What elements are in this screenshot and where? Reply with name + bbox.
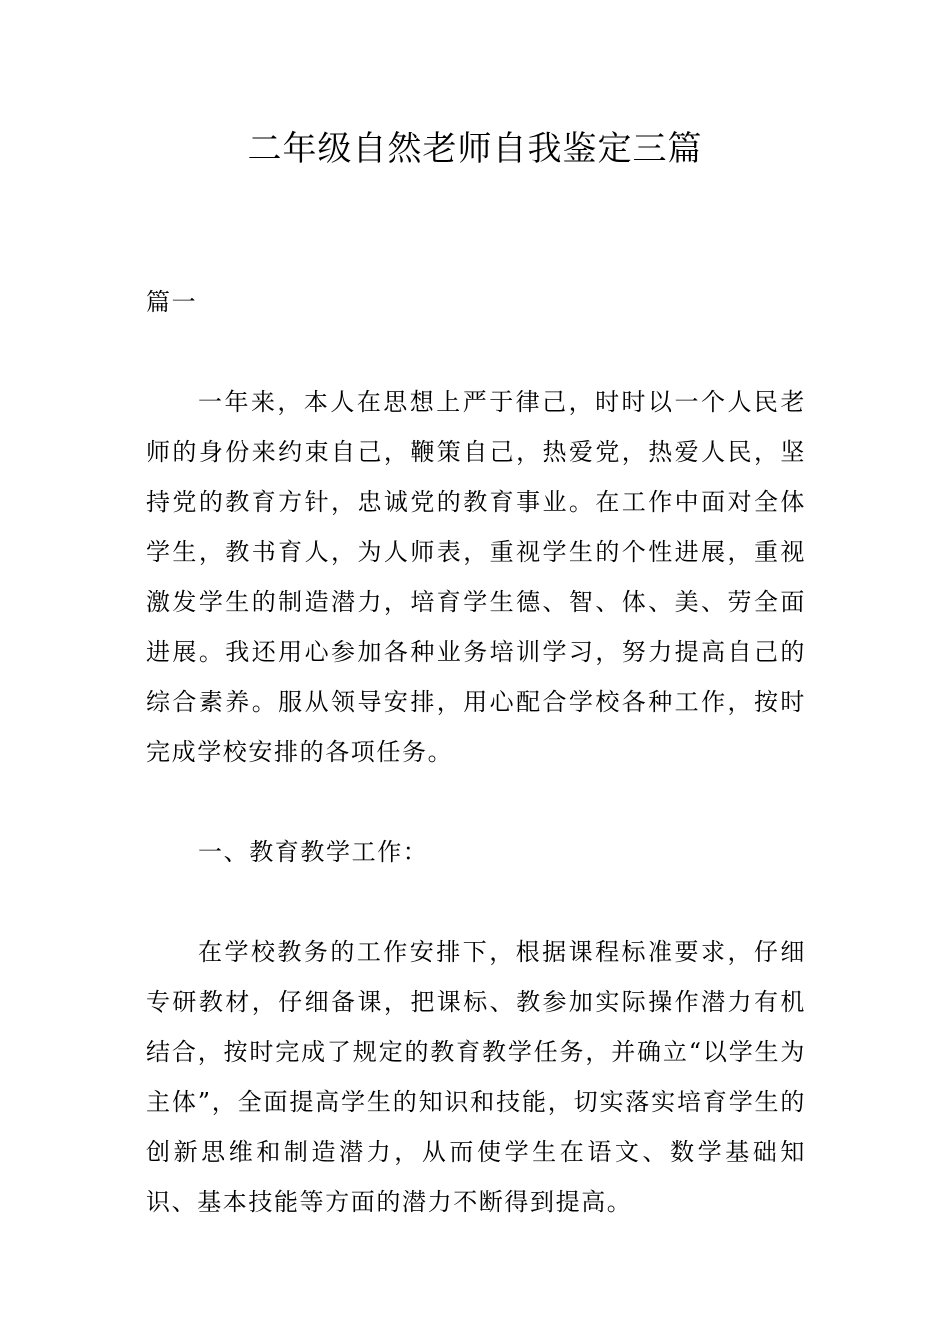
document-title: 二年级自然老师自我鉴定三篇 xyxy=(247,129,703,169)
section-label: 篇一 xyxy=(146,288,198,316)
document-body xyxy=(146,277,806,1227)
paragraph-teaching-work: 在学校教务的工作安排下，根据课程标准要求，仔细专研教材，仔细备课，把课标、教参加实际操作潜力有机结合，按时完成了规定的教育教学任务，并确立“以学生为主体”，全面提高学生的知识和技能，切实落实培育学生的创新思维和制造潜力，从而使学生在语文、数学基础知识、基本技能等方面的潜力不断得到提高。 xyxy=(146,938,806,1216)
paragraph-intro: 一年来，本人在思想上严于律己，时时以一个人民老师的身份来约束自己，鞭策自己，热爱党，热爱人民，坚持党的教育方针，忠诚党的教育事业。在工作中面对全体学生，教书育人，为人师表，重视学生的个性进展，重视激发学生的制造潜力，培育学生德、智、体、美、劳全面进展。我还用心参加各种业务培训学习，努力提高自己的综合素养。服从领导安排，用心配合学校各种工作，按时完成学校安排的各项任务。 xyxy=(146,388,806,766)
subheading-teaching-work: 一、教育教学工作： xyxy=(198,838,429,866)
